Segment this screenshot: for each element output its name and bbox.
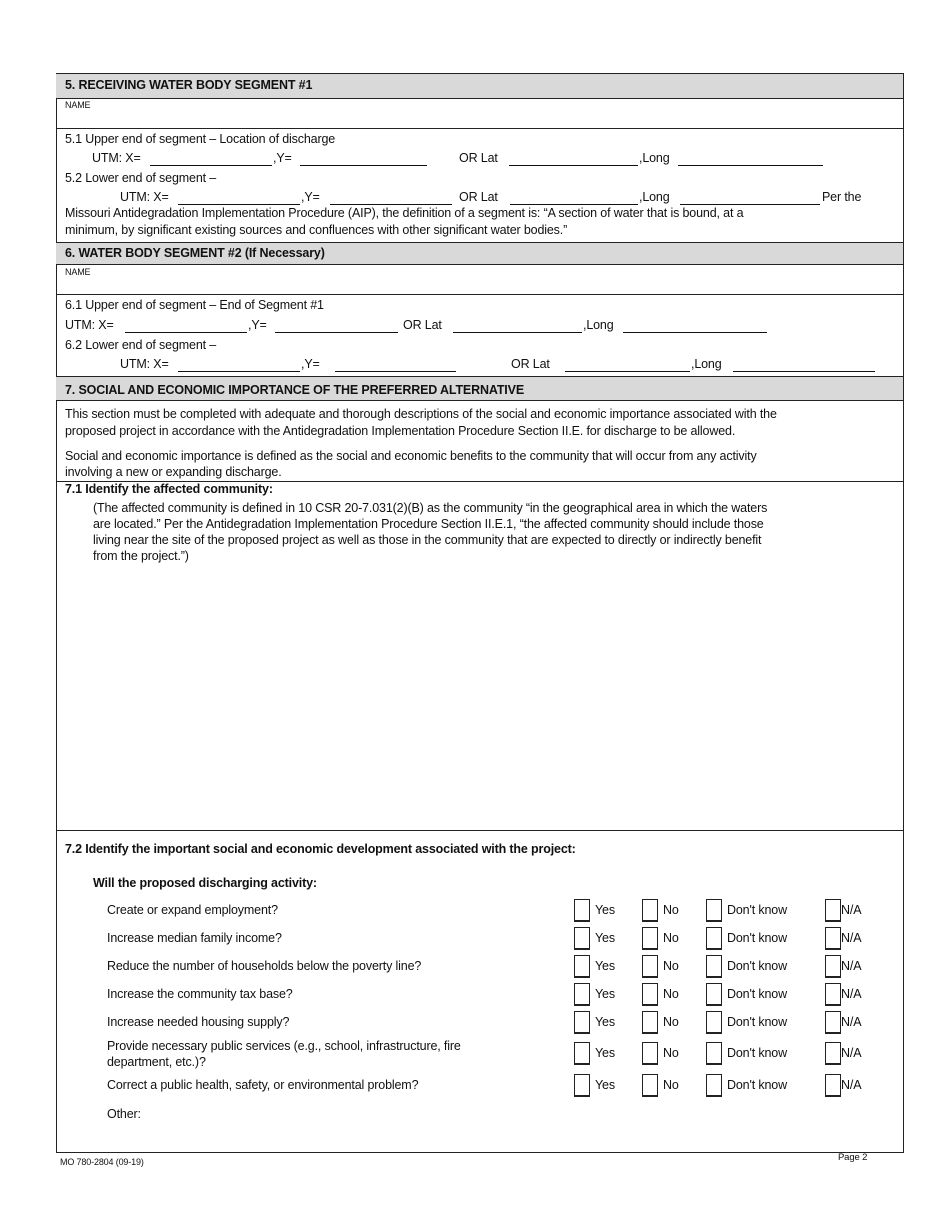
checkbox-na[interactable]	[825, 1011, 841, 1034]
checkbox-no[interactable]	[642, 1042, 658, 1065]
lower-utm-x-input[interactable]	[178, 189, 300, 205]
checkbox-no[interactable]	[642, 955, 658, 978]
option-label-no: No	[663, 931, 679, 945]
lower-end-label: 5.2 Lower end of segment –	[65, 171, 217, 185]
will-label: Will the proposed discharging activity:	[93, 876, 317, 890]
divider	[56, 294, 903, 295]
upper-lat-input[interactable]	[509, 150, 638, 166]
utm-x-label: UTM: X=	[120, 190, 169, 204]
option-label-no: No	[663, 903, 679, 917]
s6-upper-utm-y-input[interactable]	[275, 317, 398, 333]
s6-lower-utm-y-input[interactable]	[335, 356, 456, 372]
question-label: Increase median family income?	[107, 931, 282, 945]
option-label-yes: Yes	[595, 1015, 615, 1029]
segment-definition: Missouri Antidegradation Implementation Procedure (AIP), the definition of a segment is: “A section of water that is bound, at a	[65, 206, 744, 220]
s6-lower-lat-input[interactable]	[565, 356, 690, 372]
s6-upper-utm-x-input[interactable]	[125, 317, 247, 333]
option-label-yes: Yes	[595, 1078, 615, 1092]
upper-end-label: 6.1 Upper end of segment – End of Segment #1	[65, 298, 324, 312]
q71-description: living near the site of the proposed project as well as those in the community that are expected to directly or indirectly benefit	[93, 533, 762, 547]
checkbox-no[interactable]	[642, 927, 658, 950]
checkbox-na[interactable]	[825, 927, 841, 950]
option-label-na: N/A	[841, 931, 862, 945]
checkbox-dont-know[interactable]	[706, 983, 722, 1006]
s6-lower-long-input[interactable]	[733, 356, 875, 372]
form-id: MO 780-2804 (09-19)	[60, 1157, 144, 1167]
section-7-intro: proposed project in accordance with the Antidegradation Implementation Procedure Section II.E. for discharge to be allowed.	[65, 424, 736, 438]
section-6-title: 6. WATER BODY SEGMENT #2 (If Necessary)	[65, 246, 325, 260]
q72-title: 7.2 Identify the important social and economic development associated with the project:	[65, 842, 576, 856]
utm-x-label: UTM: X=	[92, 151, 141, 165]
importance-definition: involving a new or expanding discharge.	[65, 465, 282, 479]
section-7-intro: This section must be completed with adequate and thorough descriptions of the social and economic importance associated with the	[65, 407, 777, 421]
section-7-title: 7. SOCIAL AND ECONOMIC IMPORTANCE OF THE PREFERRED ALTERNATIVE	[65, 383, 525, 397]
long-label: ,Long	[639, 190, 670, 204]
checkbox-no[interactable]	[642, 1074, 658, 1097]
checkbox-dont-know[interactable]	[706, 1042, 722, 1065]
long-label: ,Long	[691, 357, 722, 371]
question-label: department, etc.)?	[107, 1055, 206, 1069]
upper-end-label: 5.1 Upper end of segment – Location of discharge	[65, 132, 336, 146]
lat-label: OR Lat	[511, 357, 550, 371]
utm-y-label: ,Y=	[248, 318, 267, 332]
option-label-no: No	[663, 959, 679, 973]
option-label-yes: Yes	[595, 987, 615, 1001]
lat-label: OR Lat	[459, 151, 498, 165]
checkbox-no[interactable]	[642, 1011, 658, 1034]
checkbox-no[interactable]	[642, 899, 658, 922]
option-label-yes: Yes	[595, 931, 615, 945]
q71-title: 7.1 Identify the affected community:	[65, 482, 273, 496]
utm-y-label: ,Y=	[301, 190, 320, 204]
utm-x-label: UTM: X=	[65, 318, 114, 332]
upper-utm-y-input[interactable]	[300, 150, 427, 166]
question-label: Provide necessary public services (e.g., school, infrastructure, fire	[107, 1039, 461, 1053]
checkbox-dont-know[interactable]	[706, 955, 722, 978]
option-label-na: N/A	[841, 987, 862, 1001]
checkbox-yes[interactable]	[574, 1074, 590, 1097]
question-label: Correct a public health, safety, or environmental problem?	[107, 1078, 419, 1092]
option-label-no: No	[663, 987, 679, 1001]
lower-long-input[interactable]	[680, 189, 820, 205]
checkbox-dont-know[interactable]	[706, 899, 722, 922]
option-label-no: No	[663, 1078, 679, 1092]
checkbox-yes[interactable]	[574, 927, 590, 950]
option-label-na: N/A	[841, 903, 862, 917]
upper-utm-x-input[interactable]	[150, 150, 272, 166]
segment-1-name-input[interactable]	[60, 108, 900, 126]
option-label-no: No	[663, 1015, 679, 1029]
utm-y-label: ,Y=	[273, 151, 292, 165]
checkbox-yes[interactable]	[574, 1042, 590, 1065]
option-label-yes: Yes	[595, 903, 615, 917]
option-label-dont-know: Don't know	[727, 1015, 787, 1029]
segment-2-name-input[interactable]	[60, 275, 900, 292]
importance-definition: Social and economic importance is defined as the social and economic benefits to the community that will occur from any activity	[65, 449, 757, 463]
option-label-dont-know: Don't know	[727, 987, 787, 1001]
utm-y-label: ,Y=	[301, 357, 320, 371]
affected-community-textarea[interactable]	[60, 570, 900, 825]
q71-description: from the project.”)	[93, 549, 189, 563]
checkbox-yes[interactable]	[574, 955, 590, 978]
checkbox-yes[interactable]	[574, 983, 590, 1006]
checkbox-na[interactable]	[825, 1042, 841, 1065]
name-label: NAME	[65, 267, 91, 277]
long-label: ,Long	[583, 318, 614, 332]
lat-label: OR Lat	[459, 190, 498, 204]
option-label-dont-know: Don't know	[727, 1078, 787, 1092]
q71-description: are located.” Per the Antidegradation Implementation Procedure Section II.E.1, “the affected community should include those	[93, 517, 764, 531]
option-label-na: N/A	[841, 1015, 862, 1029]
lower-lat-input[interactable]	[510, 189, 638, 205]
option-label-dont-know: Don't know	[727, 931, 787, 945]
question-label: Increase needed housing supply?	[107, 1015, 290, 1029]
checkbox-dont-know[interactable]	[706, 927, 722, 950]
option-label-na: N/A	[841, 1078, 862, 1092]
checkbox-dont-know[interactable]	[706, 1011, 722, 1034]
checkbox-dont-know[interactable]	[706, 1074, 722, 1097]
s6-lower-utm-x-input[interactable]	[178, 356, 300, 372]
section-5-title: 5. RECEIVING WATER BODY SEGMENT #1	[65, 78, 313, 92]
checkbox-na[interactable]	[825, 983, 841, 1006]
checkbox-yes[interactable]	[574, 1011, 590, 1034]
page-number: Page 2	[838, 1152, 868, 1163]
name-label: NAME	[65, 100, 91, 110]
option-label-na: N/A	[841, 959, 862, 973]
lower-end-label: 6.2 Lower end of segment –	[65, 338, 217, 352]
option-label-yes: Yes	[595, 1046, 615, 1060]
checkbox-no[interactable]	[642, 983, 658, 1006]
upper-long-input[interactable]	[678, 150, 823, 166]
other-input[interactable]	[160, 1104, 890, 1124]
other-label: Other:	[107, 1107, 141, 1121]
question-label: Increase the community tax base?	[107, 987, 293, 1001]
checkbox-yes[interactable]	[574, 899, 590, 922]
utm-x-label: UTM: X=	[120, 357, 169, 371]
divider	[56, 830, 903, 831]
question-label: Create or expand employment?	[107, 903, 278, 917]
option-label-dont-know: Don't know	[727, 959, 787, 973]
checkbox-na[interactable]	[825, 955, 841, 978]
option-label-na: N/A	[841, 1046, 862, 1060]
question-label: Reduce the number of households below the poverty line?	[107, 959, 422, 973]
option-label-no: No	[663, 1046, 679, 1060]
option-label-yes: Yes	[595, 959, 615, 973]
checkbox-na[interactable]	[825, 899, 841, 922]
s6-upper-lat-input[interactable]	[453, 317, 582, 333]
q71-description: (The affected community is defined in 10 CSR 20-7.031(2)(B) as the community “in the geographical area in which the waters	[93, 501, 768, 515]
option-label-dont-know: Don't know	[727, 1046, 787, 1060]
long-label: ,Long	[639, 151, 670, 165]
option-label-dont-know: Don't know	[727, 903, 787, 917]
checkbox-na[interactable]	[825, 1074, 841, 1097]
lower-utm-y-input[interactable]	[330, 189, 452, 205]
per-the-text: Per the	[822, 190, 862, 204]
divider	[56, 128, 903, 129]
lat-label: OR Lat	[403, 318, 442, 332]
segment-definition: minimum, by significant existing sources and confluences with other significant water bodies.”	[65, 223, 568, 237]
s6-upper-long-input[interactable]	[623, 317, 767, 333]
